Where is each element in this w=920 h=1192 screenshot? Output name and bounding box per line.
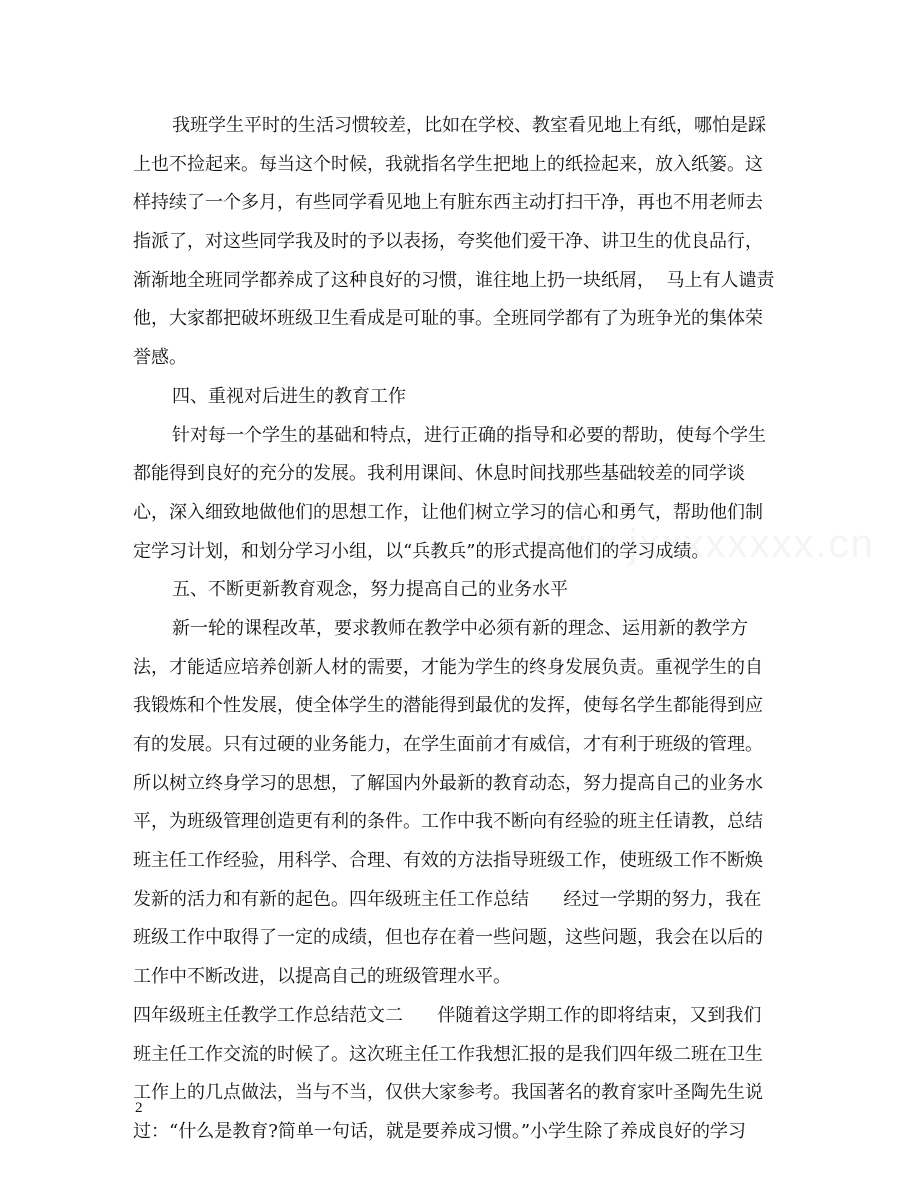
text-line: 都能得到良好的充分的发展。我利用课间、休息时间找那些基础较差的同学谈 — [133, 463, 745, 485]
text-line: 我锻炼和个性发展，使全体学生的潜能得到最优的发挥，使每名学生都能得到应 — [133, 695, 763, 717]
section-heading: 四、重视对后进生的教育工作 — [172, 385, 406, 407]
text-line: 上也不捡起来。每当这个时候，我就指名学生把地上的纸捡起来，放入纸篓。这 — [133, 153, 763, 175]
text-line: 发新的活力和有新的起色。四年级班主任工作总结 经过一学期的努力，我在 — [133, 888, 762, 910]
text-line: 班主任工作交流的时候了。这次班主任工作我想汇报的是我们四年级二班在卫生 — [133, 1043, 763, 1065]
text-line: 新一轮的课程改革，要求教师在教学中必须有新的理念、运用新的教学方 — [172, 617, 748, 639]
text-line: 有的发展。只有过硬的业务能力，在学生面前才有威信，才有利于班级的管理。 — [133, 734, 763, 755]
text-line: 他，大家都把破坏班级卫生看成是可耻的事。全班同学都有了为班争光的集体荣 — [133, 308, 763, 330]
text-line: 渐渐地全班同学都养成了这种良好的习惯，谁往地上扔一块纸屑， 马上有人谴责 — [133, 269, 775, 291]
text-line: 定学习计划，和划分学习小组，以“兵教兵”的形式提高他们的学习成绩。 — [133, 540, 710, 562]
text-line: 法，才能适应培养创新人材的需要，才能为学生的终身发展负责。重视学生的自 — [133, 656, 763, 678]
text-line: 我班学生平时的生活习惯较差，比如在学校、教室看见地上有纸，哪怕是踩 — [172, 115, 766, 136]
text-line: 班级工作中取得了一定的成绩，但也存在着一些问题，这些问题，我会在以后的 — [133, 927, 763, 949]
text-line: 心，深入细致地做他们的思想工作，让他们树立学习的信心和勇气，帮助他们制 — [133, 501, 763, 523]
text-line: 誉感。 — [133, 347, 187, 369]
section-heading: 五、不断更新教育观念，努力提高自己的业务水平 — [172, 579, 568, 601]
page-number: 2 — [135, 1100, 143, 1116]
text-line: 指派了，对这些同学我及时的予以表扬，夸奖他们爱干净、讲卫生的优良品行， — [133, 231, 763, 253]
text-line: 工作上的几点做法，当与不当，仅供大家参考。我国著名的教育家叶圣陶先生说 — [133, 1082, 763, 1104]
text-line: 样持续了一个多月，有些同学看见地上有脏东西主动打扫干净，再也不用老师去 — [133, 192, 763, 214]
document-body — [133, 107, 793, 1152]
text-line: 针对每一个学生的基础和特点，进行正确的指导和必要的帮助，使每个学生 — [172, 424, 766, 446]
text-line: 平，为班级管理创造更有利的条件。工作中我不断向有经验的班主任请教，总结 — [133, 811, 763, 833]
text-line: 四年级班主任教学工作总结范文二 伴随着这学期工作的即将结束，又到我们 — [133, 1004, 762, 1026]
text-line: 班主任工作经验，用科学、合理、有效的方法指导班级工作，使班级工作不断焕 — [133, 850, 763, 872]
text-line: 工作中不断改进，以提高自己的班级管理水平。 — [133, 966, 511, 988]
text-line: 所以树立终身学习的思想，了解国内外最新的教育动态，努力提高自己的业务水 — [133, 772, 763, 794]
text-line: 过：“什么是教育?简单一句话，就是要养成习惯。”小学生除了养成良好的学习 — [133, 1120, 747, 1142]
